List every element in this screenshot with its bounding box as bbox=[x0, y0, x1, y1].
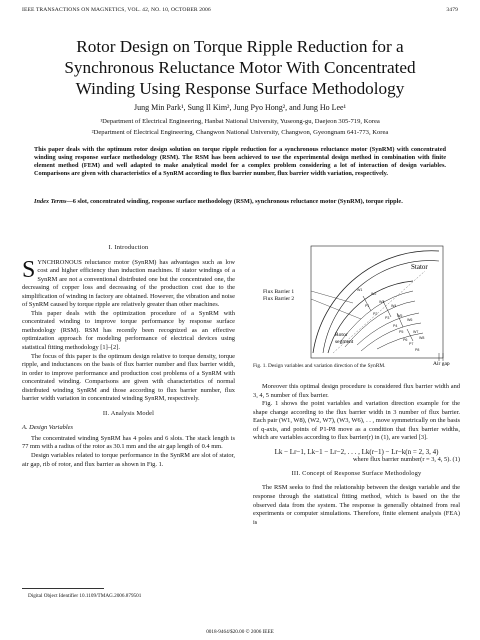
figure-1 bbox=[253, 241, 460, 369]
label-p5: P5 bbox=[399, 330, 404, 334]
label-rotor-segment: segment bbox=[335, 339, 354, 345]
label-w3: W3 bbox=[379, 300, 385, 304]
index-terms-label: Index Terms— bbox=[34, 198, 73, 205]
label-flux-barrier-1: Flux Barrier 1 bbox=[263, 289, 295, 295]
doi-footnote: Digital Object Identifier 10.1109/TMAG.2006.879501 bbox=[28, 593, 142, 599]
page-number: 3479 bbox=[446, 7, 458, 13]
running-head bbox=[22, 7, 458, 17]
intro-paragraph-2: This paper deals with the optimization procedure of a SynRM with concentrated winding to improve torque performance by response surface methodology (RSM). RSM has recently been recognized as an effective optimization approach for modeling performance of electrical devices using statistical fitting methodology [1]–[2]. bbox=[22, 309, 235, 352]
intro-paragraph-1-text: YNCHRONOUS reluctance motor (SynRM) has advantages such as low cost and higher efficiency than induction machines. If stator windings of a SynRM are not a conventional distributed one but the concentrated one, the decreasing of copper loss and decreasing of the production cost due to the simplification of winding in factory are obtained. However, the vibration and noise of SynRM caused by torque ripple are relatively greater than other machines. bbox=[22, 258, 235, 309]
label-p2: P2 bbox=[373, 312, 378, 316]
model-paragraph-2: Design variables related to torque performance in the SynRM are slot of stator, air gap, rib of rotor, and flux barrier as shown in Fig. 1. bbox=[22, 452, 235, 468]
drop-cap: S bbox=[22, 256, 36, 283]
flux-barrier-3-upper bbox=[377, 333, 423, 349]
right-column bbox=[253, 383, 460, 527]
label-p4: P4 bbox=[393, 324, 398, 328]
abstract: This paper deals with the optimum rotor design solution on torque ripple reduction for a synchronous reluctance motor (SynRM) with concentrated winding using response surface methodology (RSM). The RSM has been achieved to use the experimental design method in combination with finite element method (FEM) and well adapted to make analytical model for a complex problem considering a lot of interaction of design variables. Comparisons are given with characteristics of a SynRM according to flux barrier number, flux barrier width variation, respectively. bbox=[34, 146, 446, 178]
leader-line-barrier-1 bbox=[311, 291, 353, 303]
index-terms bbox=[34, 198, 446, 206]
equation-1: Lk − Lr−1, Lk−1 − Lr−2, . . . , Lk(r−1) − Lr−k(n = 2, 3, 4) bbox=[274, 447, 439, 456]
label-p3: P3 bbox=[385, 316, 390, 320]
section-heading-analysis-model: II. Analysis Model bbox=[102, 409, 155, 417]
label-p8: P8 bbox=[415, 348, 420, 352]
equation-1-note: where flux barrier number(r = 3, 4, 5). (1) bbox=[352, 456, 460, 464]
title-line-2: Synchronous Reluctance Motor With Concentrated bbox=[64, 58, 416, 77]
subsection-heading-design-variables: A. Design Variables bbox=[22, 424, 73, 432]
left-column bbox=[22, 244, 235, 469]
label-flux-barrier-2: Flux Barrier 2 bbox=[263, 296, 295, 302]
affiliation-1: ¹Department of Electrical Engineering, Hanbat National University, Yuseong-gu, Daejeon 305-719, Korea bbox=[100, 118, 380, 125]
label-stator: Stator bbox=[411, 263, 428, 271]
rsm-paragraph-1: The RSM seeks to find the relationship between the design variable and the response through the statistical fitting method, which is based on the the observed data from the system. The response is generally obtained from real experiments or computer simulations. Therefore, finite element analysis (FEA) is bbox=[253, 484, 460, 526]
author-list: Jung Min Park¹, Sung Il Kim², Jung Pyo Hong², and Jung Ho Lee¹ bbox=[133, 103, 347, 112]
intro-paragraph-3: The focus of this paper is the optimum design relative to torque density, torque ripple, and inductances on the basis of flux barrier number and flux barrier width, in order to improve performance and production cost problems of a SynRM with concentrated winding. Comparisons are given with characteristics of normal distributed winding SynRM and those according to flux barrier number, flux barrier width variation in concentrated winding SynRM, respectively. bbox=[22, 352, 235, 403]
paper-title bbox=[30, 36, 450, 99]
intro-paragraph-1 bbox=[22, 256, 235, 310]
label-w4: W4 bbox=[391, 304, 397, 308]
flux-barrier-2-lower bbox=[361, 323, 421, 351]
copyright-line: 0018-9464/$20.00 © 2006 IEEE bbox=[206, 629, 274, 635]
journal-info: IEEE TRANSACTIONS ON MAGNETICS, VOL. 42, NO. 10, OCTOBER 2006 bbox=[22, 7, 211, 13]
label-p1: P1 bbox=[365, 304, 370, 308]
label-w7: W7 bbox=[413, 330, 419, 334]
title-line-1: Rotor Design on Torque Ripple Reduction for a bbox=[76, 37, 404, 56]
label-p7: P7 bbox=[409, 342, 414, 346]
right-paragraph-2: Fig. 1 shows the point variables and variation direction example for the shape change according to the flux barrier width in 3 number of flux barrier. Each pair (W1, W8), (W2, W7), (W3, W6), . . , move symmetrically on the basis of q-axis, and points of P1-P8 move as a condition that flux barrier widths, which are variables according to flux barrier(r) in (1), are varied [3]. bbox=[253, 400, 460, 442]
label-w6: W6 bbox=[407, 318, 413, 322]
right-paragraph-1: Moreover this optimal design procedure is considered flux barrier width and 3, 4, 5 number of flux barrier. bbox=[253, 383, 460, 399]
model-paragraph-1: The concentrated winding SynRM has 4 poles and 6 slots. The stack length is 77 mm with a radius of the rotor as 30.1 mm and the air gap length of 0.4 mm. bbox=[22, 434, 235, 451]
label-w8: W8 bbox=[419, 336, 425, 340]
label-w2: W2 bbox=[371, 292, 377, 296]
affiliation-2: ²Department of Electrical Engineering, Changwon National University, Changwon, Gyeongnam 641-773, Korea bbox=[91, 129, 389, 136]
label-air-gap: Air gap bbox=[433, 361, 450, 366]
figure-1-caption: Fig. 1. Design variables and variation direction of the SynRM. bbox=[253, 363, 386, 369]
label-p6: P6 bbox=[403, 338, 408, 342]
index-terms-text: 6 slot, concentrated winding, response surface methodology (RSM), synchronous reluctance motor (SynRM), torque ripple. bbox=[72, 198, 403, 205]
label-w1: W1 bbox=[357, 288, 363, 292]
footnote-rule bbox=[22, 588, 104, 589]
title-line-3: Winding Using Response Surface Methodology bbox=[75, 79, 405, 98]
label-w5: W5 bbox=[397, 314, 403, 318]
section-heading-introduction: I. Introduction bbox=[108, 244, 149, 251]
section-heading-rsm: III. Concept of Response Surface Methodology bbox=[291, 469, 422, 477]
label-rotor: Rotor bbox=[335, 332, 348, 338]
rotor-stator-diagram bbox=[253, 241, 460, 366]
